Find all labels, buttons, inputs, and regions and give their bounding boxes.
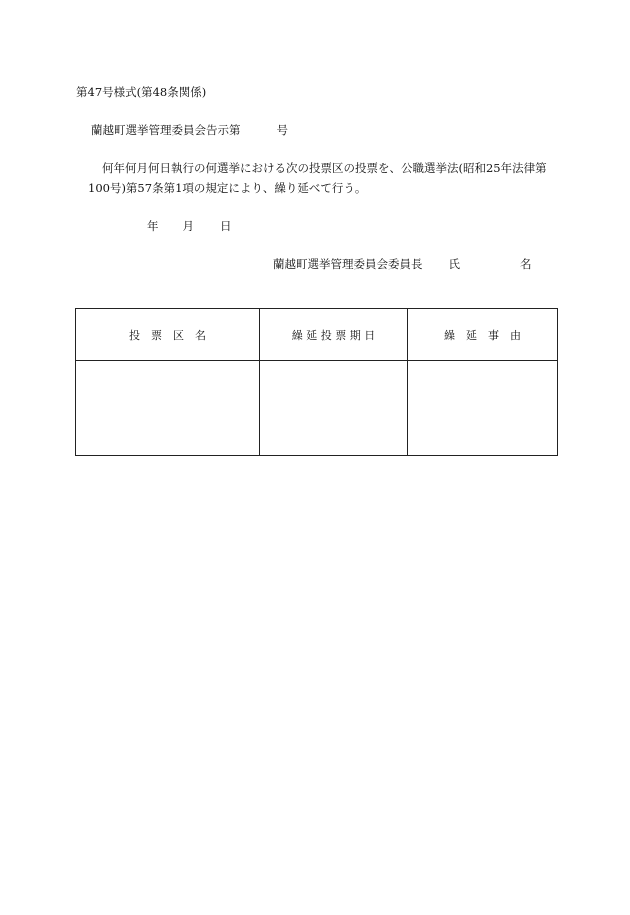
header-voting-district: 投 票 区 名: [76, 309, 260, 361]
table-header-row: [76, 309, 558, 361]
date-day-label: 日: [220, 219, 232, 233]
date-month-label: 月: [182, 219, 194, 233]
cell-postponed-date: [260, 361, 408, 456]
notice-title-suffix: 号: [276, 123, 288, 137]
body-text-line-2: 100号)第57条第1項の規定により、繰り延べて行う。: [88, 181, 367, 195]
signature-title: 蘭越町選挙管理委員会委員長: [273, 257, 423, 271]
date-year-label: 年: [147, 219, 159, 233]
notice-title-prefix: 蘭越町選挙管理委員会告示第: [91, 123, 241, 137]
schedule-table: [75, 308, 558, 456]
header-postponed-date: 繰 延 投 票 期 日: [260, 309, 408, 361]
signature-line: [273, 256, 532, 272]
cell-voting-district: [76, 361, 260, 456]
header-postponement-reason: 繰 延 事 由: [408, 309, 558, 361]
cell-postponement-reason: [408, 361, 558, 456]
date-line: [147, 218, 232, 234]
signature-mei: 名: [520, 257, 532, 271]
signature-shi: 氏: [448, 257, 460, 271]
table-row: [76, 361, 558, 456]
body-text-line-1: 何年何月何日執行の何選挙における次の投票区の投票を、公職選挙法(昭和25年法律第: [102, 161, 547, 175]
notice-title: [91, 122, 288, 138]
form-number: 第47号様式(第48条関係): [76, 85, 207, 99]
